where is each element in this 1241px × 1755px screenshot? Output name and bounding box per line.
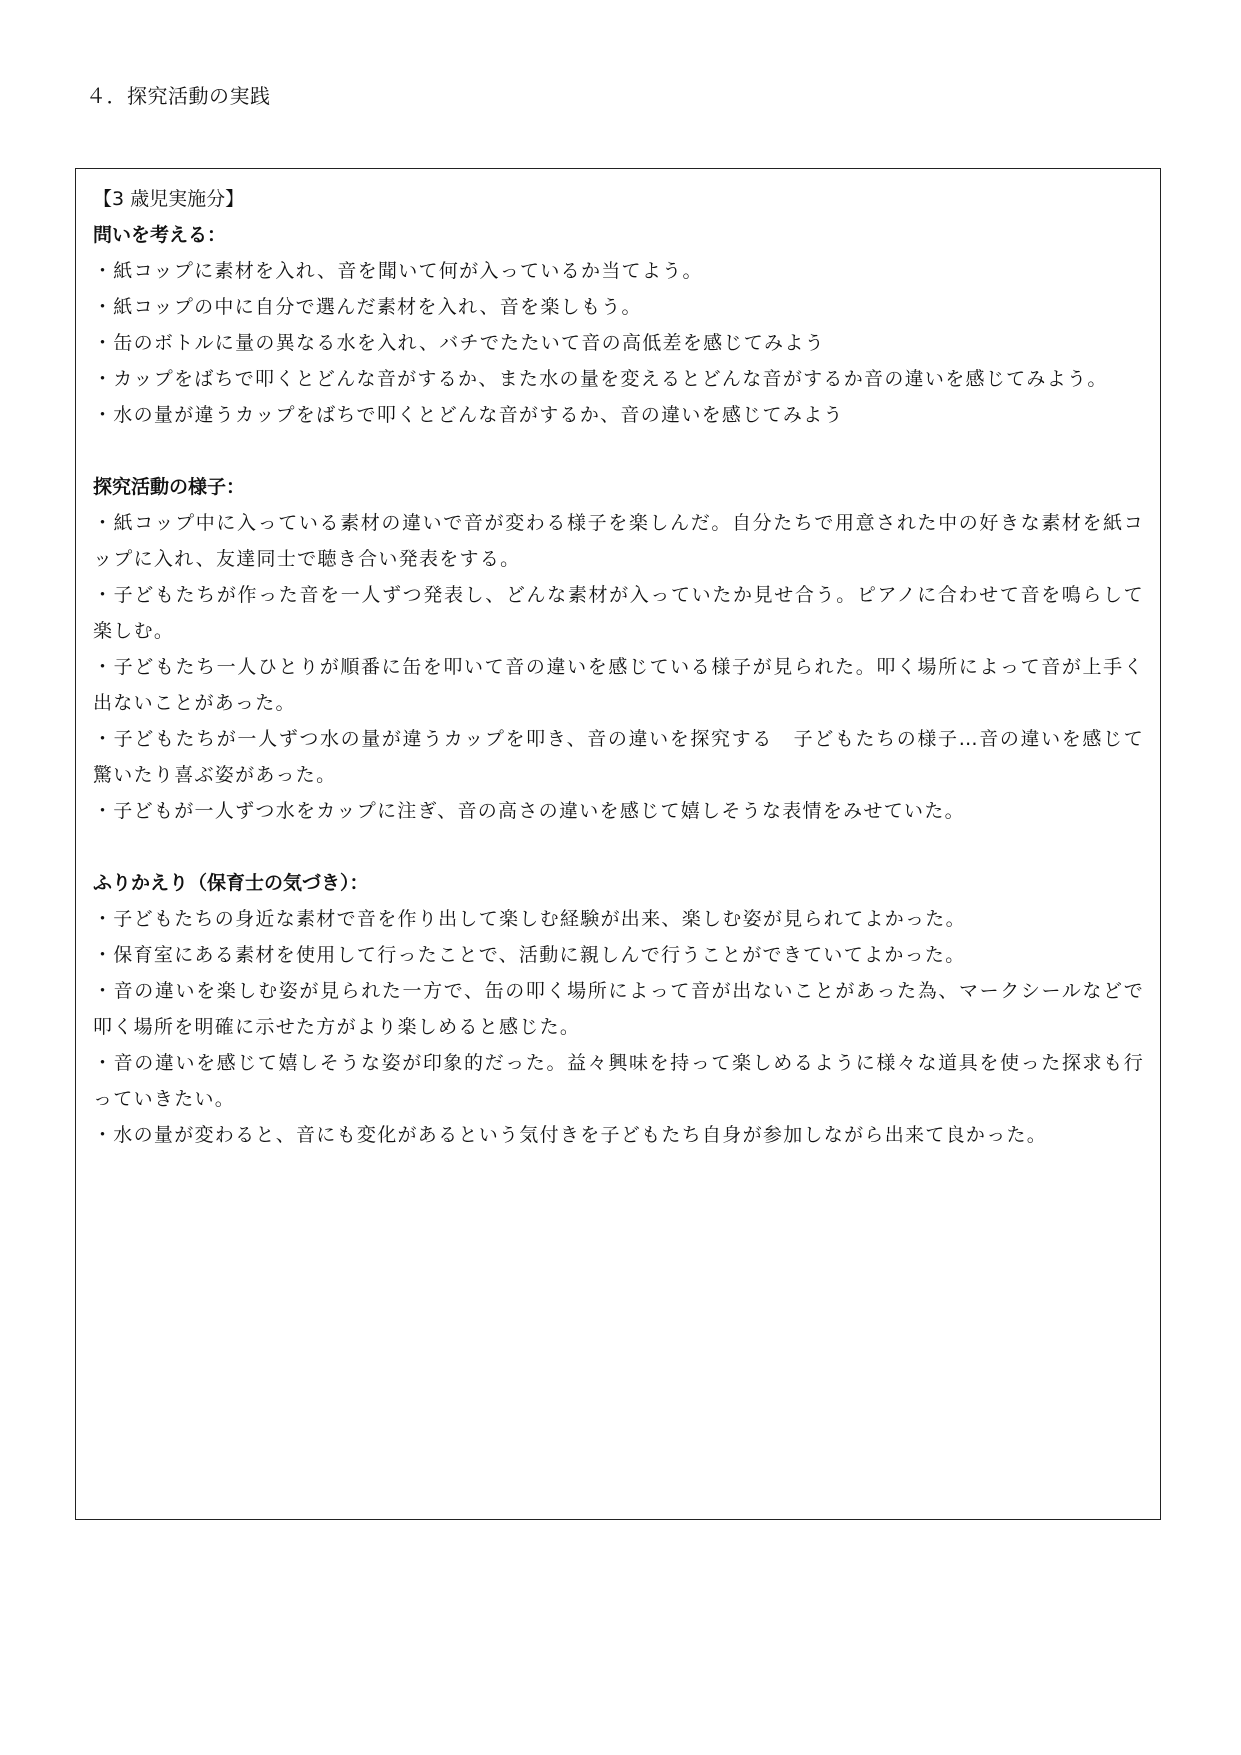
list-item: ・子どもたちの身近な素材で音を作り出して楽しむ経験が出来、楽しむ姿が見られてよかった。	[93, 908, 966, 930]
group-label: 【3 歳児実施分】	[93, 188, 245, 210]
section-title: ふりかえり（保育士の気づき）：	[93, 872, 369, 894]
list-item: ・音の違いを感じて嬉しそうな姿が印象的だった。益々興味を持って楽しめるように様々な道具を使った探求も行っていきたい。	[93, 1052, 1144, 1110]
list-item: ・子どもたちが一人ずつ水の量が違うカップを叩き、音の違いを探究する 子どもたちの様子…音の違いを感じて驚いたり喜ぶ姿があった。	[93, 728, 1144, 786]
section-reflection	[93, 865, 1144, 1153]
section-title: 探究活動の様子：	[93, 476, 246, 498]
list-item: ・紙コップの中に自分で選んだ素材を入れ、音を楽しもう。	[93, 296, 642, 318]
section-questions	[93, 217, 1144, 433]
section-title: 問いを考える：	[93, 224, 227, 246]
list-item: ・水の量が違うカップをばちで叩くとどんな音がするか、音の違いを感じてみよう	[93, 404, 844, 426]
list-item: ・子どもたち一人ひとりが順番に缶を叩いて音の違いを感じている様子が見られた。叩く場所によって音が上手く出ないことがあった。	[93, 656, 1144, 714]
list-item: ・カップをばちで叩くとどんな音がするか、また水の量を変えるとどんな音がするか音の違いを感じてみよう。	[93, 368, 1108, 390]
item-list	[93, 901, 1144, 1153]
list-item: ・紙コップに素材を入れ、音を聞いて何が入っているか当てよう。	[93, 260, 703, 282]
report-box	[75, 168, 1161, 1520]
section-activity	[93, 469, 1144, 829]
list-item: ・子どもたちが作った音を一人ずつ発表し、どんな素材が入っていたか見せ合う。ピアノに合わせて音を鳴らして楽しむ。	[93, 584, 1144, 642]
list-item: ・子どもが一人ずつ水をカップに注ぎ、音の高さの違いを感じて嬉しそうな表情をみせていた。	[93, 800, 965, 822]
list-item: ・水の量が変わると、音にも変化があるという気付きを子どもたち自身が参加しながら出来て良かった。	[93, 1124, 1048, 1146]
list-item: ・保育室にある素材を使用して行ったことで、活動に親しんで行うことができていてよかった。	[93, 944, 966, 966]
page-heading: ４．探究活動の実践	[86, 84, 271, 108]
list-item: ・缶のボトルに量の異なる水を入れ、バチでたたいて音の高低差を感じてみよう	[93, 332, 825, 354]
item-list	[93, 253, 1144, 433]
list-item: ・音の違いを楽しむ姿が見られた一方で、缶の叩く場所によって音が出ないことがあった為、マークシールなどで叩く場所を明確に示せた方がより楽しめると感じた。	[93, 980, 1144, 1038]
list-item: ・紙コップ中に入っている素材の違いで音が変わる様子を楽しんだ。自分たちで用意された中の好きな素材を紙コップに入れ、友達同士で聴き合い発表をする。	[93, 512, 1144, 570]
item-list	[93, 505, 1144, 829]
